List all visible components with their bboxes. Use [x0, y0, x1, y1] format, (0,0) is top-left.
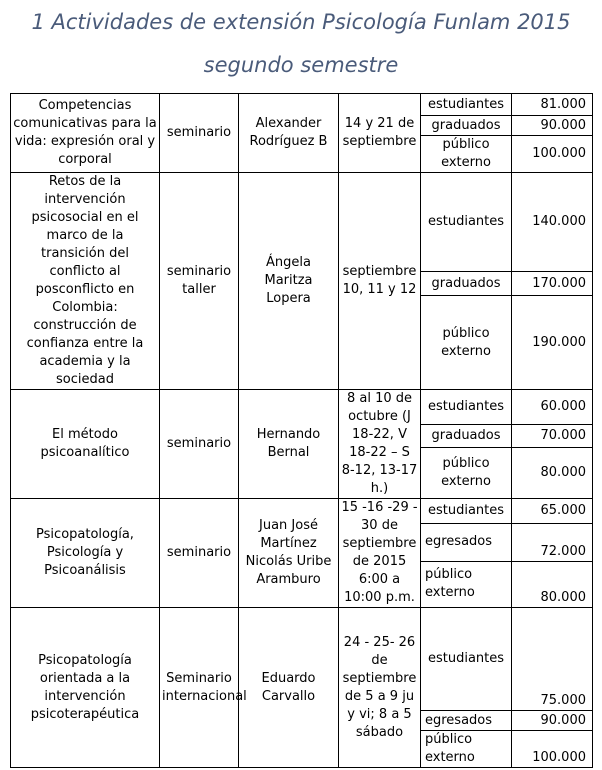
table-row — [11, 94, 593, 116]
activity-name: Competencias comunicativas para la vida: expresión oral y corporal — [11, 94, 160, 173]
activities-table — [10, 93, 593, 768]
price-value: 80.000 — [512, 447, 593, 498]
price-value: 80.000 — [512, 561, 593, 607]
activity-speaker: Juan José Martínez Nicolás Uribe Aramburo — [239, 499, 339, 608]
price-value: 90.000 — [512, 116, 593, 136]
price-value: 140.000 — [512, 173, 593, 272]
price-label: público externo — [421, 296, 512, 390]
price-label: egresados — [421, 711, 512, 731]
price-value: 90.000 — [512, 711, 593, 731]
activity-name: Retos de la intervención psicosocial en el marco de la transición del conflicto al posconflicto en Colombia: construcción de confianza entre la academia y la sociedad — [11, 173, 160, 390]
price-label: público externo — [421, 561, 512, 607]
activity-type: seminario taller — [160, 173, 239, 390]
price-label: estudiantes — [421, 608, 512, 711]
activity-speaker: Hernando Bernal — [239, 390, 339, 499]
price-value: 70.000 — [512, 424, 593, 447]
price-label: estudiantes — [421, 94, 512, 116]
price-label: estudiantes — [421, 499, 512, 524]
activity-type: seminario — [160, 94, 239, 173]
table-row — [11, 390, 593, 425]
price-value: 100.000 — [512, 731, 593, 768]
price-value: 170.000 — [512, 271, 593, 295]
table-row — [11, 608, 593, 711]
document-title: 1 Actividades de extensión Psicología Funlam 2015 — [31, 10, 571, 34]
activity-name: Psicopatología orientada a la intervención psicoterapéutica — [11, 608, 160, 768]
price-value: 65.000 — [512, 499, 593, 524]
price-label: público externo — [421, 447, 512, 498]
price-value: 60.000 — [512, 390, 593, 425]
activity-dates: 15 -16 -29 - 30 de septiembre de 2015 6:00 a 10:00 p.m. — [339, 499, 421, 608]
activity-speaker: Eduardo Carvallo — [239, 608, 339, 768]
price-label: graduados — [421, 424, 512, 447]
activity-type: seminario — [160, 390, 239, 499]
activity-dates: 24 - 25- 26 de septiembre de 5 a 9 ju y vi; 8 a 5 sábado — [339, 608, 421, 768]
price-value: 75.000 — [512, 608, 593, 711]
activity-dates: septiembre 10, 11 y 12 — [339, 173, 421, 390]
activity-name: Psicopatología, Psicología y Psicoanálisis — [11, 499, 160, 608]
price-value: 190.000 — [512, 296, 593, 390]
price-label: graduados — [421, 271, 512, 295]
price-label: público externo — [421, 731, 512, 768]
price-label: público externo — [421, 136, 512, 173]
price-value: 81.000 — [512, 94, 593, 116]
price-value: 72.000 — [512, 523, 593, 561]
activity-speaker: Ángela Maritza Lopera — [239, 173, 339, 390]
price-label: graduados — [421, 116, 512, 136]
price-label: egresados — [421, 523, 512, 561]
table-row — [11, 173, 593, 272]
price-label: estudiantes — [421, 173, 512, 272]
price-label: estudiantes — [421, 390, 512, 425]
table-row — [11, 499, 593, 524]
activity-type: Seminario internacional — [160, 608, 239, 768]
activity-dates: 14 y 21 de septiembre — [339, 94, 421, 173]
activity-speaker: Alexander Rodríguez B — [239, 94, 339, 173]
price-value: 100.000 — [512, 136, 593, 173]
document-subtitle: segundo semestre — [203, 53, 399, 77]
activity-dates: 8 al 10 de octubre (J 18-22, V 18-22 – S 8-12, 13-17 h.) — [339, 390, 421, 499]
activity-type: seminario — [160, 499, 239, 608]
activity-name: El método psicoanalítico — [11, 390, 160, 499]
